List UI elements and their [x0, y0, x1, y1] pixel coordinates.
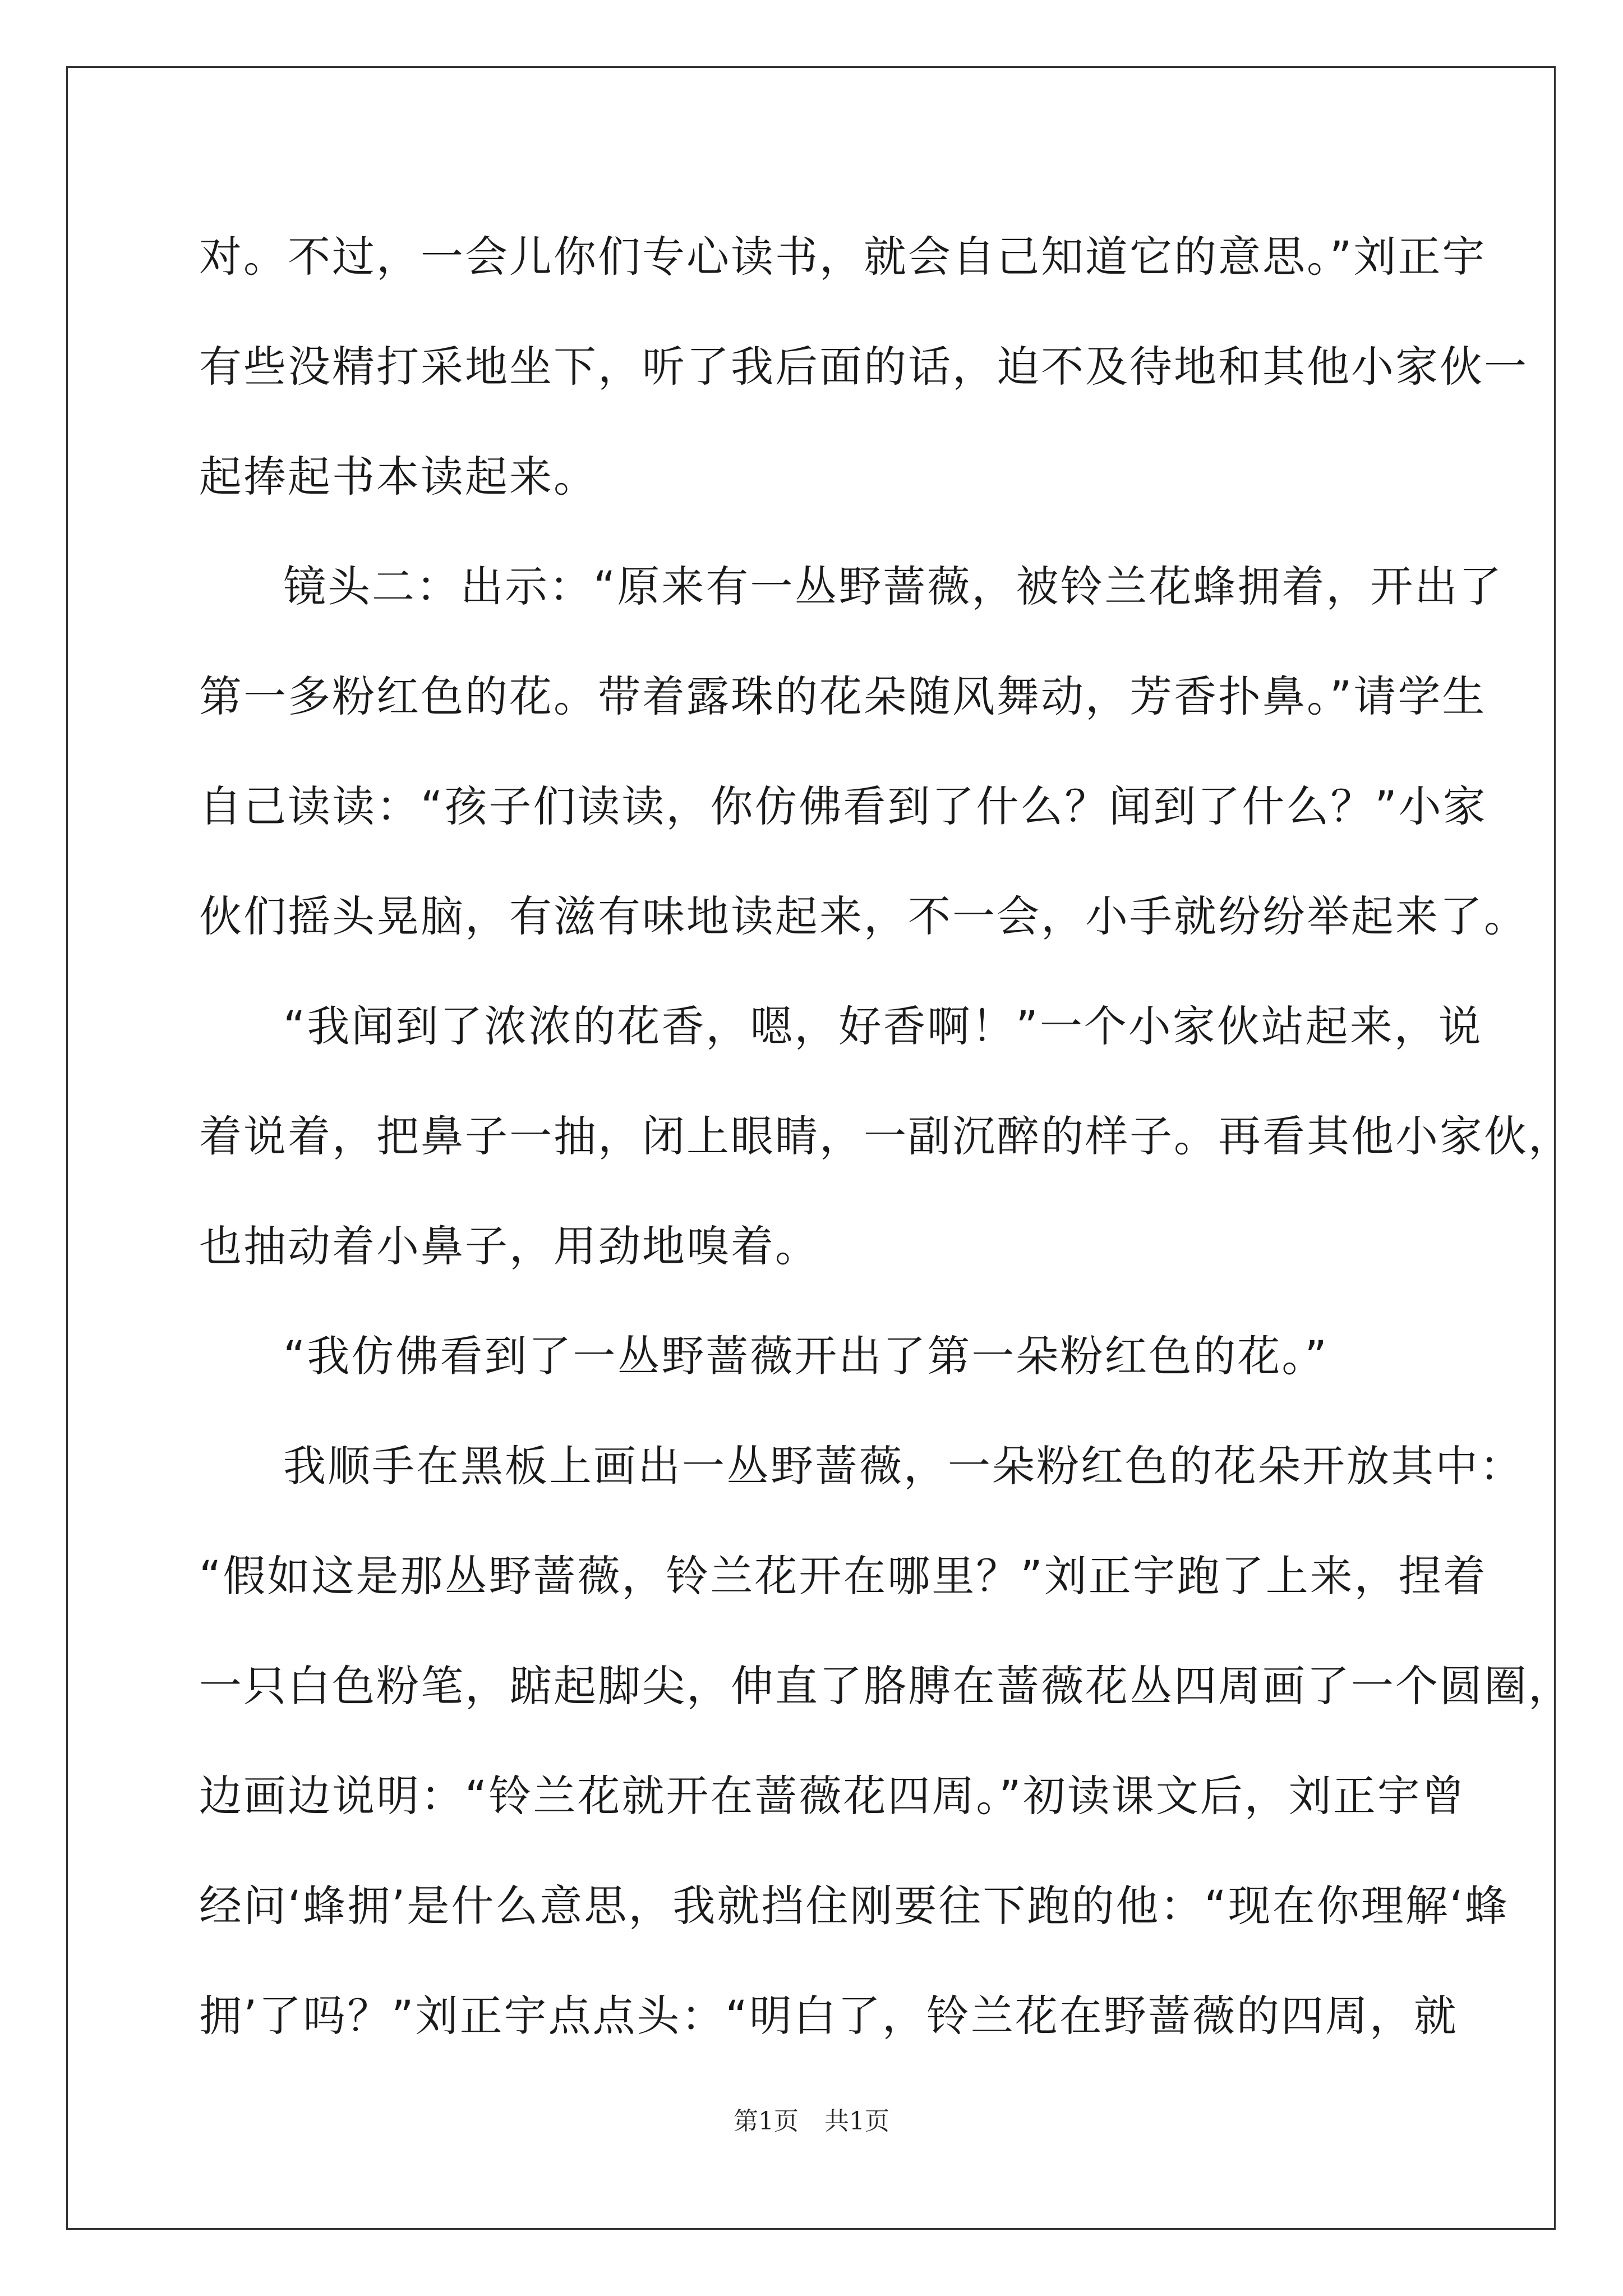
- text-line: 伙们摇头晃脑，有滋有味地读起来，不一会，小手就纷纷举起来了。: [199, 891, 1528, 941]
- text-line: 对。不过，一会儿你们专心读书，就会自己知道它的意思。”刘正宇: [199, 232, 1487, 282]
- text-line: 起捧起书本读起来。: [199, 452, 598, 501]
- page-footer: [0, 2101, 1623, 2137]
- page-number-total: 共1页: [824, 2107, 889, 2136]
- paragraph-start-line: 我顺手在黑板上画出一丛野蔷薇，一朵粉红色的花朵开放其中：: [283, 1441, 1524, 1491]
- page-number-current: 第1页: [734, 2107, 799, 2136]
- paragraph-start-line: “我闻到了浓浓的花香，嗯，好香啊！”一个小家伙站起来，说: [283, 1001, 1483, 1051]
- paragraph-start-line: “我仿佛看到了一丛野蔷薇开出了第一朵粉红色的花。”: [283, 1331, 1329, 1381]
- text-line: 一只白色粉笔，踮起脚尖，伸直了胳膊在蔷薇花丛四周画了一个圆圈，: [199, 1661, 1573, 1711]
- text-line: 有些没精打采地坐下，听了我后面的话，迫不及待地和其他小家伙一: [199, 342, 1528, 392]
- text-line: “假如这是那丛野蔷薇，铃兰花开在哪里？”刘正宇跑了上来，捏着: [199, 1551, 1487, 1601]
- text-line: 也抽动着小鼻子，用劲地嗅着。: [199, 1221, 819, 1271]
- text-line: 第一多粉红色的花。带着露珠的花朵随风舞动，芳香扑鼻。”请学生: [199, 671, 1487, 721]
- document-body: [199, 202, 1573, 2071]
- text-line: 着说着，把鼻子一抽，闭上眼睛，一副沉醉的样子。再看其他小家伙，: [199, 1111, 1573, 1161]
- paragraph-start-line: 镜头二：出示：“原来有一丛野蔷薇，被铃兰花蜂拥着，开出了: [283, 562, 1504, 611]
- text-line: 自己读读：“孩子们读读，你仿佛看到了什么？闻到了什么？”小家: [199, 781, 1487, 831]
- text-line: 边画边说明：“铃兰花就开在蔷薇花四周。”初读课文后，刘正宇曾: [199, 1771, 1466, 1821]
- text-line: 经问‘蜂拥’是什么意思，我就挡住刚要往下跑的他：“现在你理解‘蜂: [199, 1881, 1509, 1931]
- text-line: 拥’了吗？”刘正宇点点头：“明白了，铃兰花在野蔷薇的四周，就: [199, 1991, 1458, 2041]
